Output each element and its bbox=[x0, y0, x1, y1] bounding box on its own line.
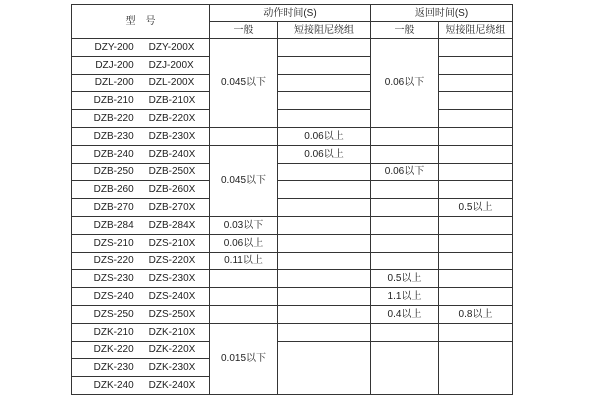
model-label: DZK-220X bbox=[148, 344, 196, 356]
model-label: DZB-250X bbox=[148, 166, 196, 178]
table-row bbox=[72, 341, 513, 359]
empty-cell bbox=[439, 181, 513, 199]
model-cell bbox=[72, 74, 210, 92]
model-cell bbox=[72, 56, 210, 74]
model-label: DZS-240 bbox=[93, 291, 134, 303]
table-row bbox=[72, 145, 513, 163]
model-label: DZJ-200X bbox=[148, 59, 194, 71]
model-cell bbox=[72, 110, 210, 128]
empty-cell bbox=[371, 323, 439, 341]
model-pair bbox=[72, 60, 209, 71]
model-pair bbox=[72, 131, 209, 142]
model-pair bbox=[72, 77, 209, 88]
model-label: DZL-200 bbox=[94, 77, 134, 89]
empty-cell bbox=[371, 234, 439, 252]
empty-cell bbox=[278, 252, 371, 270]
empty-cell bbox=[278, 199, 371, 217]
empty-cell bbox=[439, 216, 513, 234]
model-pair bbox=[72, 166, 209, 177]
model-pair bbox=[72, 95, 209, 106]
model-label: DZK-230X bbox=[148, 362, 196, 374]
empty-cell bbox=[278, 39, 371, 57]
model-cell bbox=[72, 181, 210, 199]
empty-cell bbox=[371, 199, 439, 217]
empty-cell bbox=[278, 56, 371, 74]
empty-cell bbox=[439, 39, 513, 57]
spec-table bbox=[71, 4, 513, 395]
table-row bbox=[72, 288, 513, 306]
model-pair bbox=[72, 380, 209, 391]
model-label: DZB-284X bbox=[148, 219, 196, 231]
header-return-general: 一般 bbox=[371, 22, 439, 39]
model-label: DZB-250 bbox=[93, 166, 134, 178]
empty-cell bbox=[439, 56, 513, 74]
table-row bbox=[72, 163, 513, 181]
spec-table-container bbox=[71, 4, 513, 395]
model-label: DZB-270X bbox=[148, 202, 196, 214]
empty-cell bbox=[439, 288, 513, 306]
empty-cell bbox=[439, 127, 513, 145]
empty-cell bbox=[439, 270, 513, 288]
model-pair bbox=[72, 184, 209, 195]
table-row bbox=[72, 74, 513, 92]
empty-cell bbox=[439, 145, 513, 163]
time-value-cell: 0.06以下 bbox=[371, 39, 439, 128]
table-row bbox=[72, 305, 513, 323]
time-value-cell: 1.1以上 bbox=[371, 288, 439, 306]
model-pair bbox=[72, 220, 209, 231]
empty-cell bbox=[278, 270, 371, 288]
model-cell bbox=[72, 145, 210, 163]
model-cell bbox=[72, 270, 210, 288]
model-label: DZB-210 bbox=[93, 95, 134, 107]
model-pair bbox=[72, 327, 209, 338]
model-cell bbox=[72, 163, 210, 181]
model-label: DZB-230 bbox=[93, 130, 134, 142]
model-label: DZB-260X bbox=[148, 184, 196, 196]
model-cell bbox=[72, 216, 210, 234]
model-label: DZS-220X bbox=[148, 255, 196, 267]
empty-cell bbox=[439, 341, 513, 394]
time-value-cell: 0.4以上 bbox=[371, 305, 439, 323]
header-action-general: 一般 bbox=[210, 22, 278, 39]
model-cell bbox=[72, 341, 210, 359]
model-pair bbox=[72, 291, 209, 302]
header-return-time: 返回时间(S) bbox=[371, 5, 513, 22]
empty-cell bbox=[210, 270, 278, 288]
empty-cell bbox=[439, 74, 513, 92]
model-pair bbox=[72, 149, 209, 160]
empty-cell bbox=[210, 127, 278, 145]
model-pair bbox=[72, 362, 209, 373]
model-cell bbox=[72, 323, 210, 341]
empty-cell bbox=[278, 288, 371, 306]
model-pair bbox=[72, 255, 209, 266]
empty-cell bbox=[278, 74, 371, 92]
header-model: 型 号 bbox=[72, 5, 210, 39]
empty-cell bbox=[278, 92, 371, 110]
model-label: DZB-220 bbox=[93, 113, 134, 125]
header-action-time: 动作时间(S) bbox=[210, 5, 371, 22]
header-return-damping-winding: 短接阻尼绕组 bbox=[439, 22, 513, 39]
model-label: DZK-210X bbox=[148, 326, 196, 338]
time-value-cell: 0.03以下 bbox=[210, 216, 278, 234]
empty-cell bbox=[278, 305, 371, 323]
time-value-cell: 0.06以上 bbox=[210, 234, 278, 252]
model-label: DZS-240X bbox=[148, 291, 196, 303]
model-label: DZS-250 bbox=[93, 308, 134, 320]
model-label: DZS-210X bbox=[148, 237, 196, 249]
model-label: DZK-220 bbox=[93, 344, 134, 356]
model-label: DZB-230X bbox=[148, 130, 196, 142]
table-row bbox=[72, 270, 513, 288]
model-label: DZB-210X bbox=[148, 95, 196, 107]
model-label: DZB-240X bbox=[148, 148, 196, 160]
header-row-groups bbox=[72, 5, 513, 22]
model-label: DZK-230 bbox=[93, 362, 134, 374]
model-cell bbox=[72, 359, 210, 377]
model-cell bbox=[72, 199, 210, 217]
empty-cell bbox=[439, 92, 513, 110]
model-label: DZK-240 bbox=[93, 380, 134, 392]
empty-cell bbox=[371, 216, 439, 234]
time-value-cell: 0.06以上 bbox=[278, 127, 371, 145]
empty-cell bbox=[278, 110, 371, 128]
model-label: DZK-210 bbox=[93, 326, 134, 338]
table-row bbox=[72, 127, 513, 145]
empty-cell bbox=[439, 234, 513, 252]
table-row bbox=[72, 323, 513, 341]
model-pair bbox=[72, 113, 209, 124]
model-label: DZB-260 bbox=[93, 184, 134, 196]
time-value-cell: 0.015以下 bbox=[210, 323, 278, 394]
time-value-cell: 0.11以上 bbox=[210, 252, 278, 270]
model-cell bbox=[72, 92, 210, 110]
model-label: DZB-270 bbox=[93, 202, 134, 214]
model-label: DZS-250X bbox=[148, 308, 196, 320]
model-label: DZB-240 bbox=[93, 148, 134, 160]
time-value-cell: 0.5以上 bbox=[439, 199, 513, 217]
model-label: DZS-230X bbox=[148, 273, 196, 285]
time-value-cell: 0.045以下 bbox=[210, 145, 278, 216]
empty-cell bbox=[371, 127, 439, 145]
empty-cell bbox=[371, 181, 439, 199]
empty-cell bbox=[210, 305, 278, 323]
model-pair bbox=[72, 309, 209, 320]
empty-cell bbox=[371, 145, 439, 163]
empty-cell bbox=[371, 341, 439, 394]
table-row bbox=[72, 181, 513, 199]
model-label: DZS-210 bbox=[93, 237, 134, 249]
empty-cell bbox=[439, 163, 513, 181]
table-body bbox=[72, 39, 513, 395]
empty-cell bbox=[210, 288, 278, 306]
table-row bbox=[72, 92, 513, 110]
model-pair bbox=[72, 273, 209, 284]
empty-cell bbox=[439, 252, 513, 270]
empty-cell bbox=[439, 110, 513, 128]
table-header bbox=[72, 5, 513, 39]
time-value-cell: 0.045以下 bbox=[210, 39, 278, 128]
empty-cell bbox=[278, 216, 371, 234]
model-label: DZY-200X bbox=[148, 41, 195, 53]
table-row bbox=[72, 199, 513, 217]
empty-cell bbox=[439, 323, 513, 341]
model-cell bbox=[72, 288, 210, 306]
model-pair bbox=[72, 202, 209, 213]
empty-cell bbox=[278, 181, 371, 199]
time-value-cell: 0.06以下 bbox=[371, 163, 439, 181]
model-label: DZB-284 bbox=[93, 219, 134, 231]
model-cell bbox=[72, 252, 210, 270]
model-label: DZJ-200 bbox=[95, 59, 134, 71]
model-label: DZS-230 bbox=[93, 273, 134, 285]
table-row bbox=[72, 56, 513, 74]
time-value-cell: 0.5以上 bbox=[371, 270, 439, 288]
table-row bbox=[72, 234, 513, 252]
model-cell bbox=[72, 127, 210, 145]
empty-cell bbox=[278, 163, 371, 181]
model-cell bbox=[72, 234, 210, 252]
model-pair bbox=[72, 42, 209, 53]
empty-cell bbox=[371, 252, 439, 270]
model-label: DZY-200 bbox=[94, 41, 134, 53]
model-label: DZL-200X bbox=[148, 77, 195, 89]
model-label: DZK-240X bbox=[148, 380, 196, 392]
empty-cell bbox=[278, 341, 371, 394]
model-label: DZB-220X bbox=[148, 113, 196, 125]
table-row bbox=[72, 110, 513, 128]
empty-cell bbox=[278, 234, 371, 252]
model-pair bbox=[72, 344, 209, 355]
model-cell bbox=[72, 39, 210, 57]
table-row bbox=[72, 252, 513, 270]
time-value-cell: 0.06以上 bbox=[278, 145, 371, 163]
model-pair bbox=[72, 238, 209, 249]
header-action-damping-winding: 短接阻尼绕组 bbox=[278, 22, 371, 39]
model-cell bbox=[72, 305, 210, 323]
model-label: DZS-220 bbox=[93, 255, 134, 267]
time-value-cell: 0.8以上 bbox=[439, 305, 513, 323]
model-cell bbox=[72, 377, 210, 395]
empty-cell bbox=[278, 323, 371, 341]
table-row bbox=[72, 39, 513, 57]
table-row bbox=[72, 216, 513, 234]
